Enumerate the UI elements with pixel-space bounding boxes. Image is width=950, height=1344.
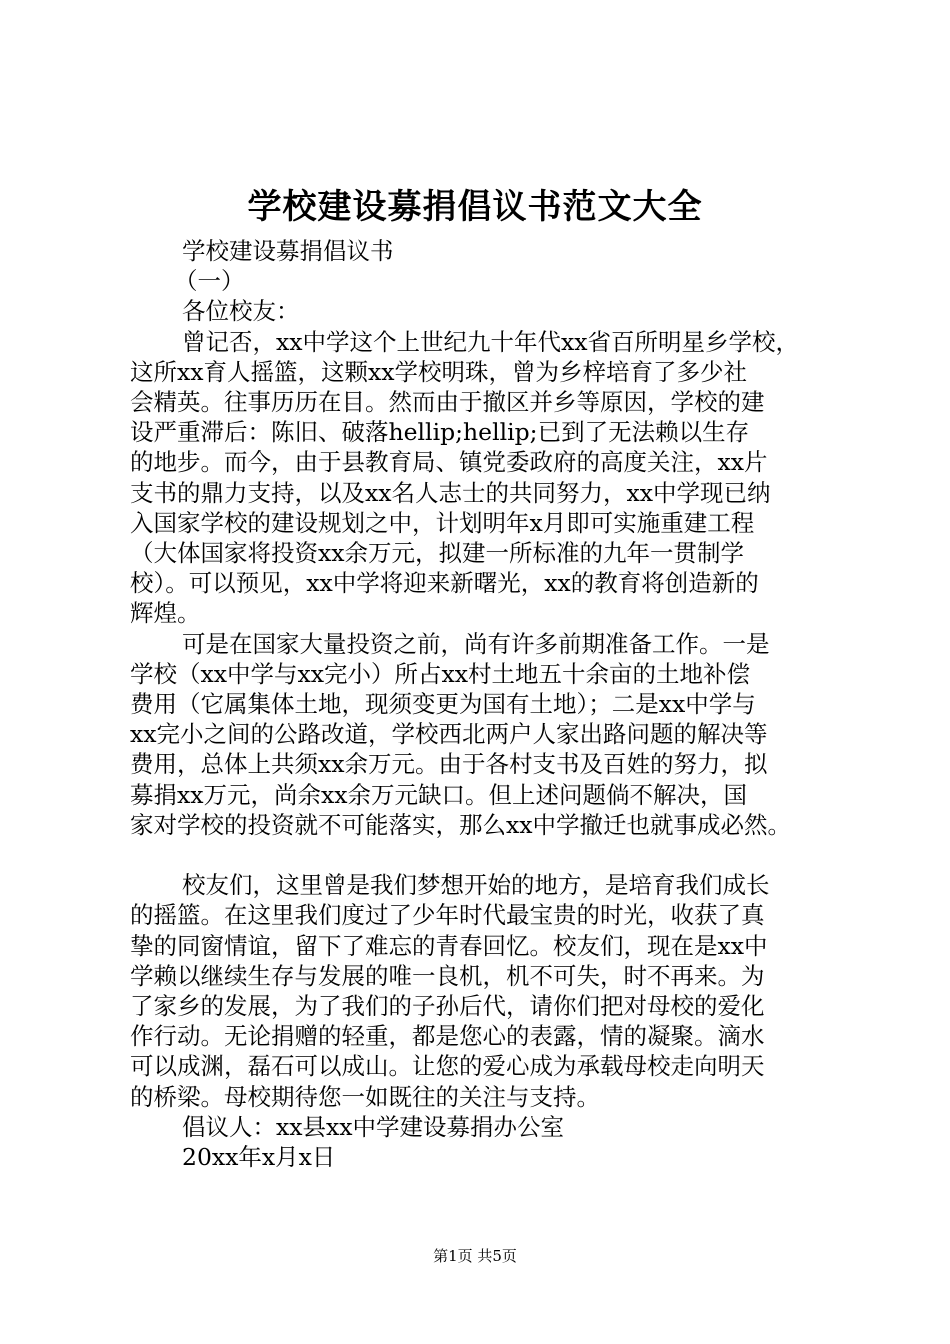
paragraph-line: 的摇篮。在这里我们度过了少年时代最宝贵的时光，收获了真 bbox=[130, 901, 765, 930]
paragraph-line: 这所xx育人摇篮，这颗xx学校明珠，曾为乡梓培育了多少社 bbox=[130, 357, 748, 386]
paragraph-spacer bbox=[130, 840, 842, 870]
paragraph-line: 费用（它属集体土地，现须变更为国有土地）；二是xx中学与 bbox=[130, 690, 756, 719]
paragraph-2 bbox=[130, 629, 842, 840]
paragraph-line: 募捐xx万元，尚余xx余万元缺口。但上述问题倘不解决，国 bbox=[130, 780, 748, 809]
salutation: 各位校友： bbox=[182, 297, 300, 326]
paragraph-line: （大体国家将投资xx余万元，拟建一所标准的九年一贯制学 bbox=[130, 539, 745, 568]
document-subtitle: 学校建设募捐倡议书 bbox=[182, 237, 394, 265]
paragraph-line: 作行动。无论捐赠的轻重，都是您心的表露，情的凝聚。滴水 bbox=[130, 1022, 765, 1051]
paragraph-line: 挚的同窗情谊，留下了难忘的青春回忆。校友们，现在是xx中 bbox=[130, 931, 768, 960]
paragraph-line: 的地步。而今，由于县教育局、镇党委政府的高度关注，xx片 bbox=[130, 448, 768, 477]
paragraph-line: 学校（xx中学与xx完小）所占xx村土地五十余亩的土地补偿 bbox=[130, 659, 751, 688]
paragraph-line: 的桥梁。母校期待您一如既往的关注与支持。 bbox=[130, 1082, 600, 1111]
paragraph-line: 入国家学校的建设规划之中，计划明年x月即可实施重建工程 bbox=[130, 508, 755, 537]
signature: 倡议人：xx县xx中学建设募捐办公室 bbox=[182, 1112, 565, 1141]
document-title: 学校建设募捐倡议书范文大全 bbox=[247, 187, 703, 227]
paragraph-line: 校）。可以预见，xx中学将迎来新曙光，xx的教育将创造新的 bbox=[130, 569, 759, 598]
paragraph-line: 校友们，这里曾是我们梦想开始的地方，是培育我们成长 bbox=[182, 871, 770, 900]
paragraph-line: 辉煌。 bbox=[130, 599, 201, 628]
paragraph-line: 支书的鼎力支持，以及xx名人志士的共同努力，xx中学现已纳 bbox=[130, 478, 771, 507]
paragraph-line: 学赖以继续生存与发展的唯一良机，机不可失，时不再来。为 bbox=[130, 961, 765, 990]
paragraph-line: 设严重滞后：陈旧、破落hellip;hellip;已到了无法赖以生存 bbox=[130, 418, 750, 447]
paragraph-line: xx完小之间的公路改道，学校西北两户人家出路问题的解决等 bbox=[130, 720, 768, 749]
page-indicator: 第1页 共5页 bbox=[433, 1247, 517, 1265]
section-marker: （一） bbox=[174, 267, 245, 296]
date: 20xx年x月x日 bbox=[182, 1143, 336, 1172]
paragraph-line: 曾记否，xx中学这个上世纪九十年代xx省百所明星乡学校， bbox=[182, 327, 800, 356]
paragraph-line: 费用，总体上共须xx余万元。由于各村支书及百姓的努力，拟 bbox=[130, 750, 768, 779]
paragraph-line: 了家乡的发展，为了我们的子孙后代，请你们把对母校的爱化 bbox=[130, 992, 765, 1021]
paragraph-line: 家对学校的投资就不可能落实，那么xx中学撤迁也就事成必然。 bbox=[130, 810, 792, 839]
paragraph-1 bbox=[130, 327, 842, 629]
document-body bbox=[130, 236, 842, 1172]
paragraph-line: 可以成渊，磊石可以成山。让您的爱心成为承载母校走向明天 bbox=[130, 1052, 765, 1081]
paragraph-3 bbox=[130, 870, 842, 1112]
paragraph-line: 可是在国家大量投资之前，尚有许多前期准备工作。一是 bbox=[182, 629, 770, 658]
paragraph-line: 会精英。往事历历在目。然而由于撤区并乡等原因，学校的建 bbox=[130, 388, 765, 417]
